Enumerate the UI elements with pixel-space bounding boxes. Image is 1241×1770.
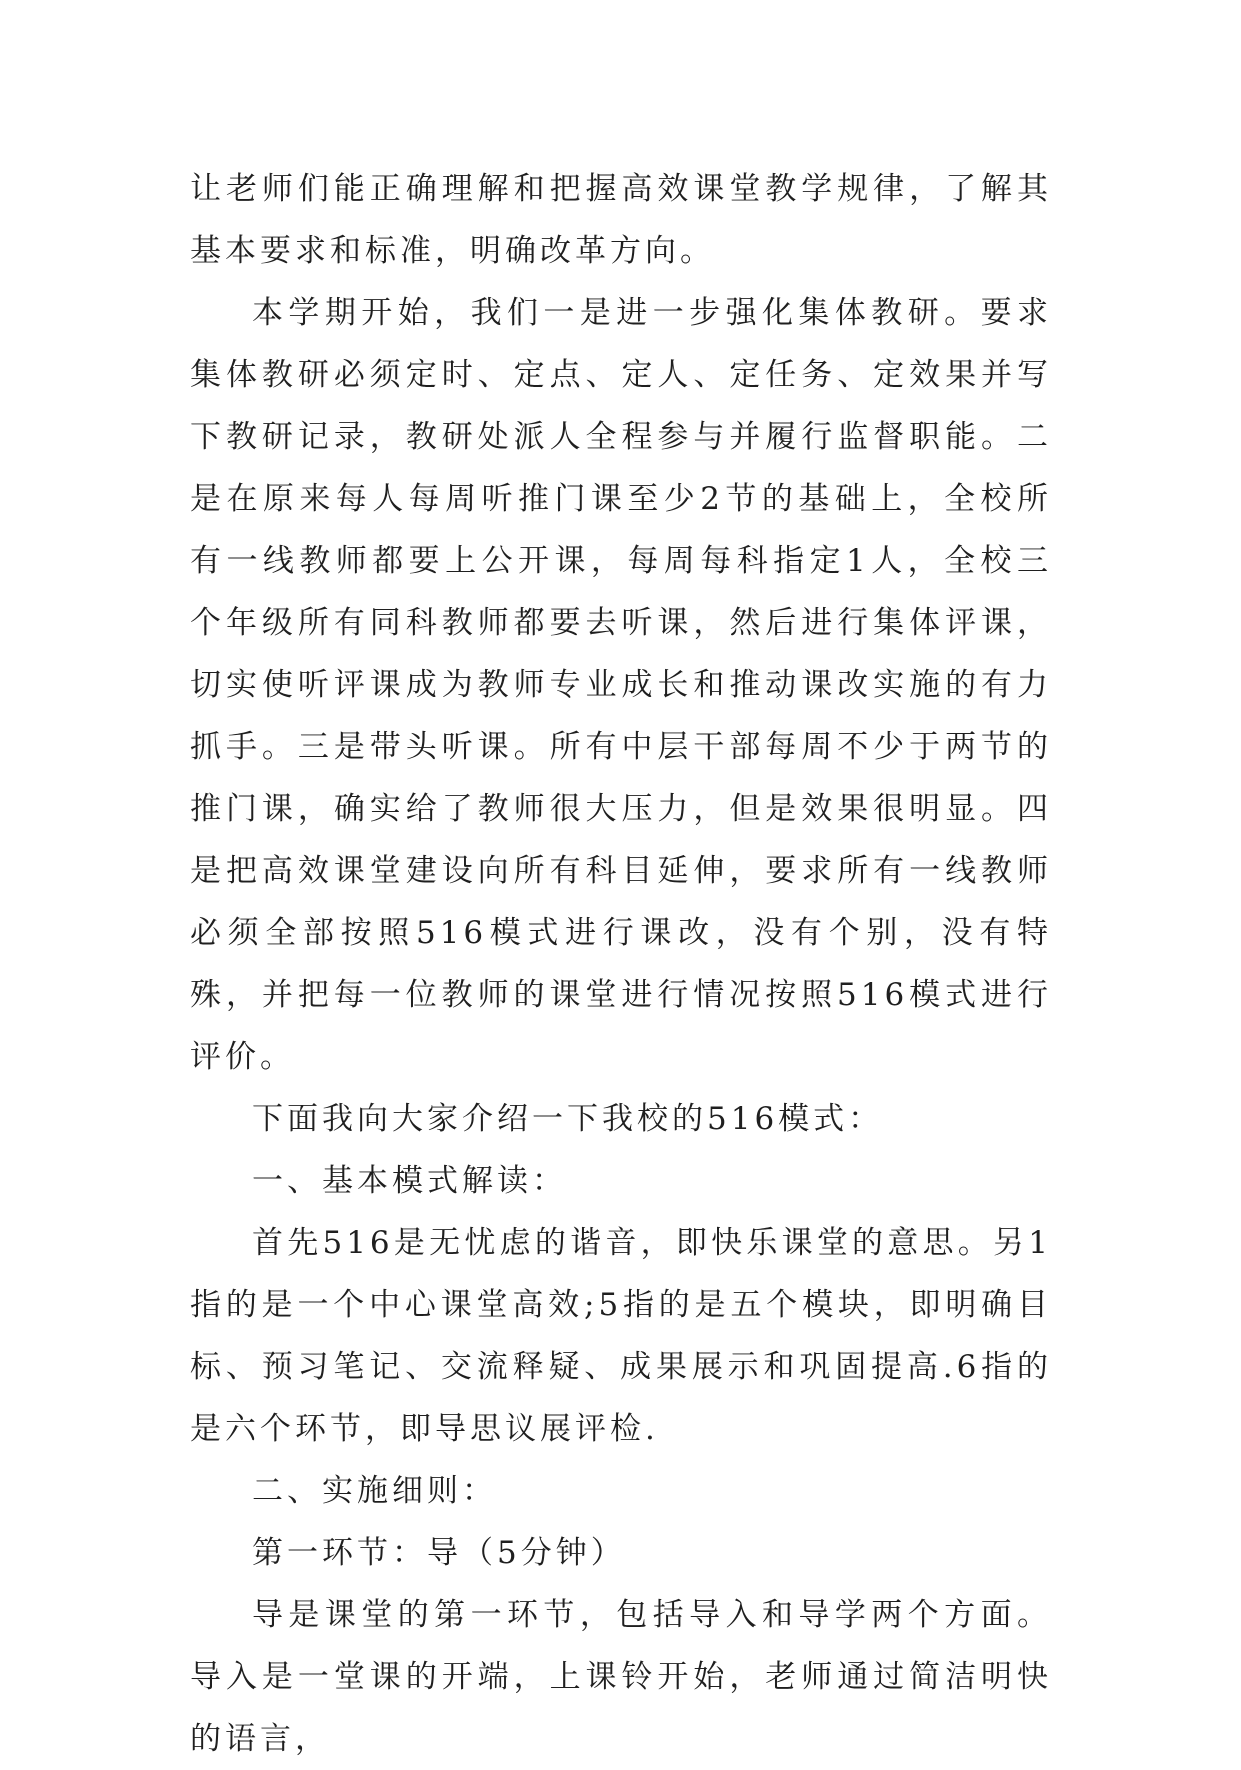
section-heading-2: 二、实施细则： bbox=[252, 1473, 497, 1509]
paragraph-1: 让老师们能正确理解和把握高效课堂教学规律，了解其基本要求和标准，明确改革方向。 bbox=[190, 171, 1052, 269]
paragraph-3: 下面我向大家介绍一下我校的516模式： bbox=[252, 1101, 884, 1137]
paragraph-4: 首先516是无忧虑的谐音，即快乐课堂的意思。另1指的是一个中心课堂高效;5指的是五个模块，即明确目标、预习笔记、交流释疑、成果展示和巩固提高.6指的是六个环节，即导思议展评检. bbox=[190, 1225, 1052, 1447]
paragraph-5: 导是课堂的第一环节，包括导入和导学两个方面。导入是一堂课的开端，上课铃开始，老师通过简洁明快的语言， bbox=[190, 1597, 1052, 1757]
section-heading-1: 一、基本模式解读： bbox=[252, 1163, 567, 1199]
document-body bbox=[190, 158, 1052, 1770]
paragraph-2: 本学期开始，我们一是进一步强化集体教研。要求集体教研必须定时、定点、定人、定任务、定效果并写下教研记录，教研处派人全程参与并履行监督职能。二是在原来每人每周听推门课至少2节的基础上，全校所有一线教师都要上公开课，每周每科指定1人，全校三个年级所有同科教师都要去听课，然后进行集体评课，切实使听评课成为教师专业成长和推动课改实施的有力抓手。三是带头听课。所有中层干部每周不少于两节的推门课，确实给了教师很大压力，但是效果很明显。四是把高效课堂建设向所有科目延伸，要求所有一线教师必须全部按照516模式进行课改，没有个别，没有特殊，并把每一位教师的课堂进行情况按照516模式进行评价。 bbox=[190, 295, 1052, 1075]
subsection-heading-1: 第一环节：导（5分钟） bbox=[252, 1535, 626, 1571]
